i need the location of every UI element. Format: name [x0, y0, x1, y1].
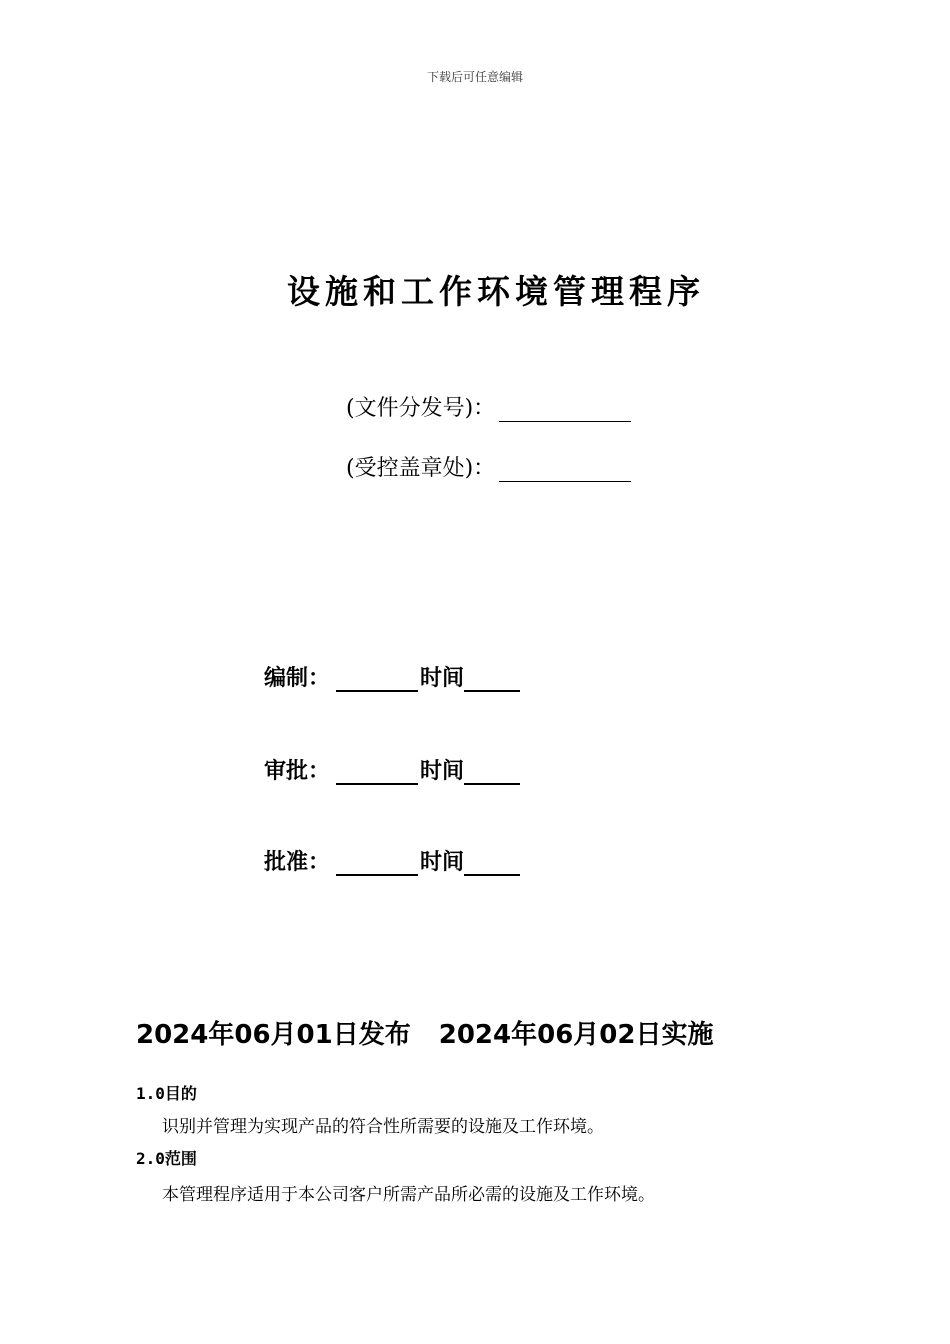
signature-blank: [336, 666, 418, 692]
control-stamp-label: (受控盖章处)：: [346, 456, 496, 481]
section-body-purpose: 识别并管理为实现产品的符合性所需要的设施及工作环境。: [162, 1117, 604, 1137]
signature-row-approved: [264, 845, 520, 876]
distribution-number-label: (文件分发号)：: [346, 396, 496, 421]
signature-blank: [336, 759, 418, 785]
time-blank: [464, 850, 520, 876]
section-heading-purpose: 1.0目的: [136, 1084, 197, 1103]
effective-date: 2024年06月02日实施: [438, 1020, 714, 1050]
time-label: 时间: [420, 666, 465, 691]
signature-label: 编制：: [264, 666, 331, 691]
distribution-number-field: [346, 391, 631, 422]
control-stamp-blank: [499, 459, 631, 482]
time-label: 时间: [420, 850, 465, 875]
signature-row-prepared: [264, 661, 520, 692]
section-heading-scope: 2.0范围: [136, 1149, 197, 1168]
publish-date: 2024年06月01日发布: [136, 1020, 411, 1050]
time-blank: [464, 759, 520, 785]
signature-label: 审批：: [264, 759, 331, 784]
signature-label: 批准：: [264, 850, 331, 875]
control-stamp-field: [346, 451, 631, 482]
dates-line: [136, 1014, 713, 1051]
section-body-scope: 本管理程序适用于本公司客户所需产品所必需的设施及工作环境。: [162, 1185, 655, 1205]
header-note: 下载后可任意编辑: [426, 70, 523, 84]
distribution-number-blank: [499, 399, 631, 422]
signature-row-reviewed: [264, 754, 520, 785]
signature-blank: [336, 850, 418, 876]
time-blank: [464, 666, 520, 692]
time-label: 时间: [420, 759, 465, 784]
document-title: 设施和工作环境管理程序: [287, 272, 705, 311]
